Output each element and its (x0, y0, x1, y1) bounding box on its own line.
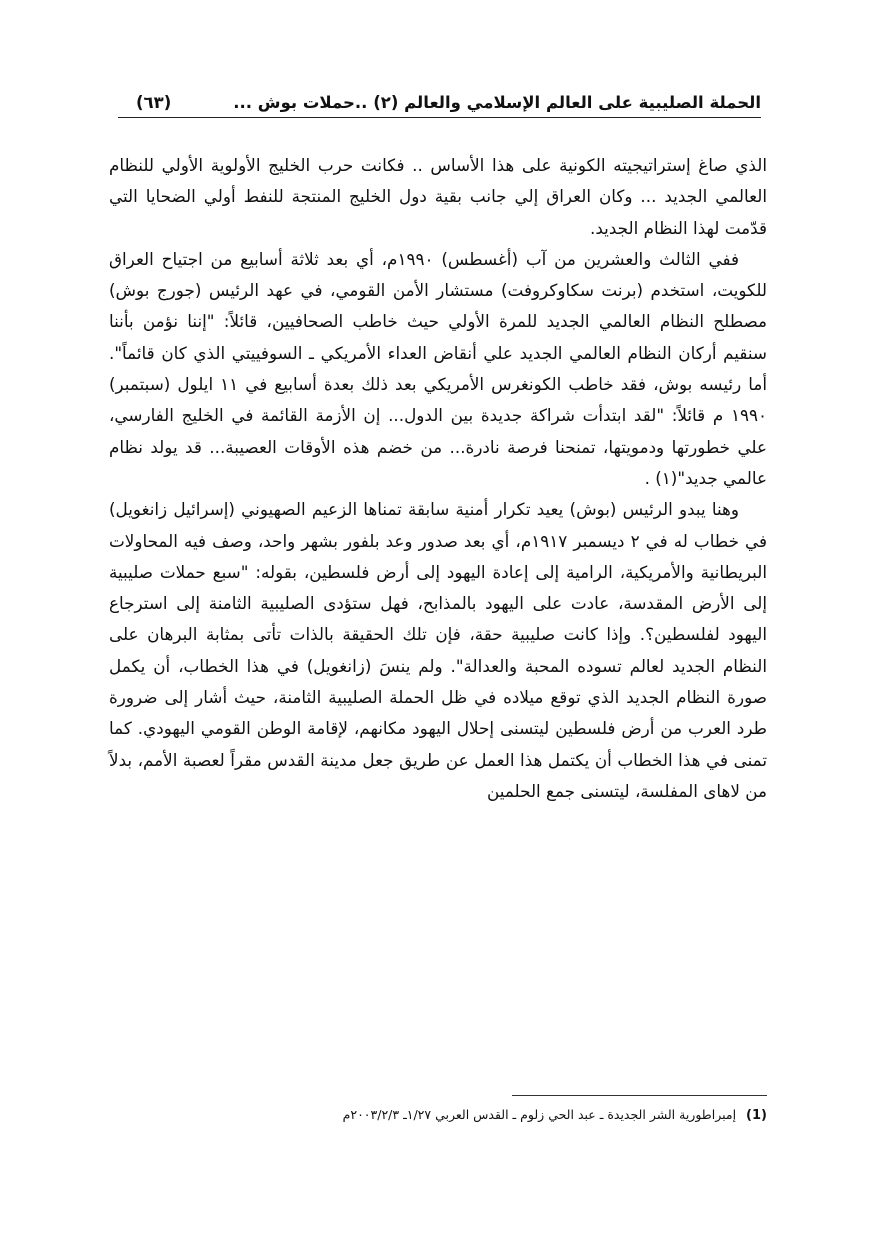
footnote (247, 1106, 767, 1125)
paragraph-1: الذي صاغ إستراتيجيته الكونية على هذا الأساس .. فكانت حرب الخليج الأولوية الأولي للنظام العالمي الجديد ... وكان العراق إلي جانب بقية دول الخليج المنتجة للنفط أولي الضحايا التي قدّمت لهذا النظام الجديد. (109, 155, 767, 238)
page-header (118, 88, 761, 118)
footnote-marker: (1) (746, 1108, 767, 1123)
paragraph-3: وهنا يبدو الرئيس (بوش) يعيد تكرار أمنية سابقة تمناها الزعيم الصهيوني (إسرائيل زانغويل) في خطاب له في ٢ ديسمبر ١٩١٧م، أي بعد صدور وعد بلفور بشهر واحد، وصف فيه المحاولات البريطانية والأمريكية، الرامية إلى إعادة اليهود إلى أرض فلسطين، بقوله: "سبع حملات صليبية إلى الأرض المقدسة، عادت على اليهود بالمذابح، فهل ستؤدى الصليبية الثامنة إلى استرجاع اليهود لفلسطين؟. وإذا كانت صليبية حقة، فإن تلك الحقيقة بالذات تأتى بمثابة البرهان على النظام الجديد لعالم تسوده المحبة والعدالة". ولم ينسَ (زانغويل) في هذا الخطاب، أن يكمل صورة النظام الجديد الذي توقع ميلاده في ظل الحملة الصليبية الثامنة، حيث أشار إلى ضرورة طرد العرب من أرض فلسطين ليتسنى إحلال اليهود مكانهم، لإقامة الوطن القومي اليهودي. كما تمنى في هذا الخطاب أن يكتمل هذا العمل عن طريق جعل مدينة القدس مقراً لعصبة الأمم، بدلاً من لاهاى المفلسة، ليتسنى جمع الحلمين (109, 499, 768, 801)
footnote-text: إمبراطورية الشر الجديدة ـ عبد الحي زلوم ـ القدس العربي ١/٢٧ـ ٢٠٠٣/٢/٣م (342, 1107, 737, 1122)
footnote-separator (512, 1095, 767, 1096)
running-title: الحملة الصليبية على العالم الإسلامي والعالم (٢) ..حملات بوش ... (233, 93, 761, 112)
page-number: (٦٣) (136, 93, 172, 112)
body-text (109, 150, 767, 807)
paragraph-2: ففي الثالث والعشرين من آب (أغسطس) ١٩٩٠م، أي بعد ثلاثة أسابيع من اجتياح العراق للكويت، استخدم (برنت سكاوكروفت) مستشار الأمن القومي، في عهد الرئيس (جورج بوش) مصطلح النظام العالمي الجديد للمرة الأولي حيث خاطب الصحافيين، قائلاً: "إننا نؤمن بأننا سنقيم أركان النظام العالمي الجديد علي أنقاض العداء الأمريكي ـ السوفييتي الذي كان قائماً". أما رئيسه بوش، فقد خاطب الكونغرس الأمريكي بعد ذلك بعدة أسابيع في ١١ ايلول (سبتمبر) ١٩٩٠ م قائلاً: "لقد ابتدأت شراكة جديدة بين الدول... إن الأزمة القائمة في الخليج الفارسي، علي خطورتها ودمويتها، تمنحنا فرصة نادرة... من خضم هذه الأوقات العصيبة... قد يولد نظام عالمي جديد"(١) . (109, 248, 767, 488)
